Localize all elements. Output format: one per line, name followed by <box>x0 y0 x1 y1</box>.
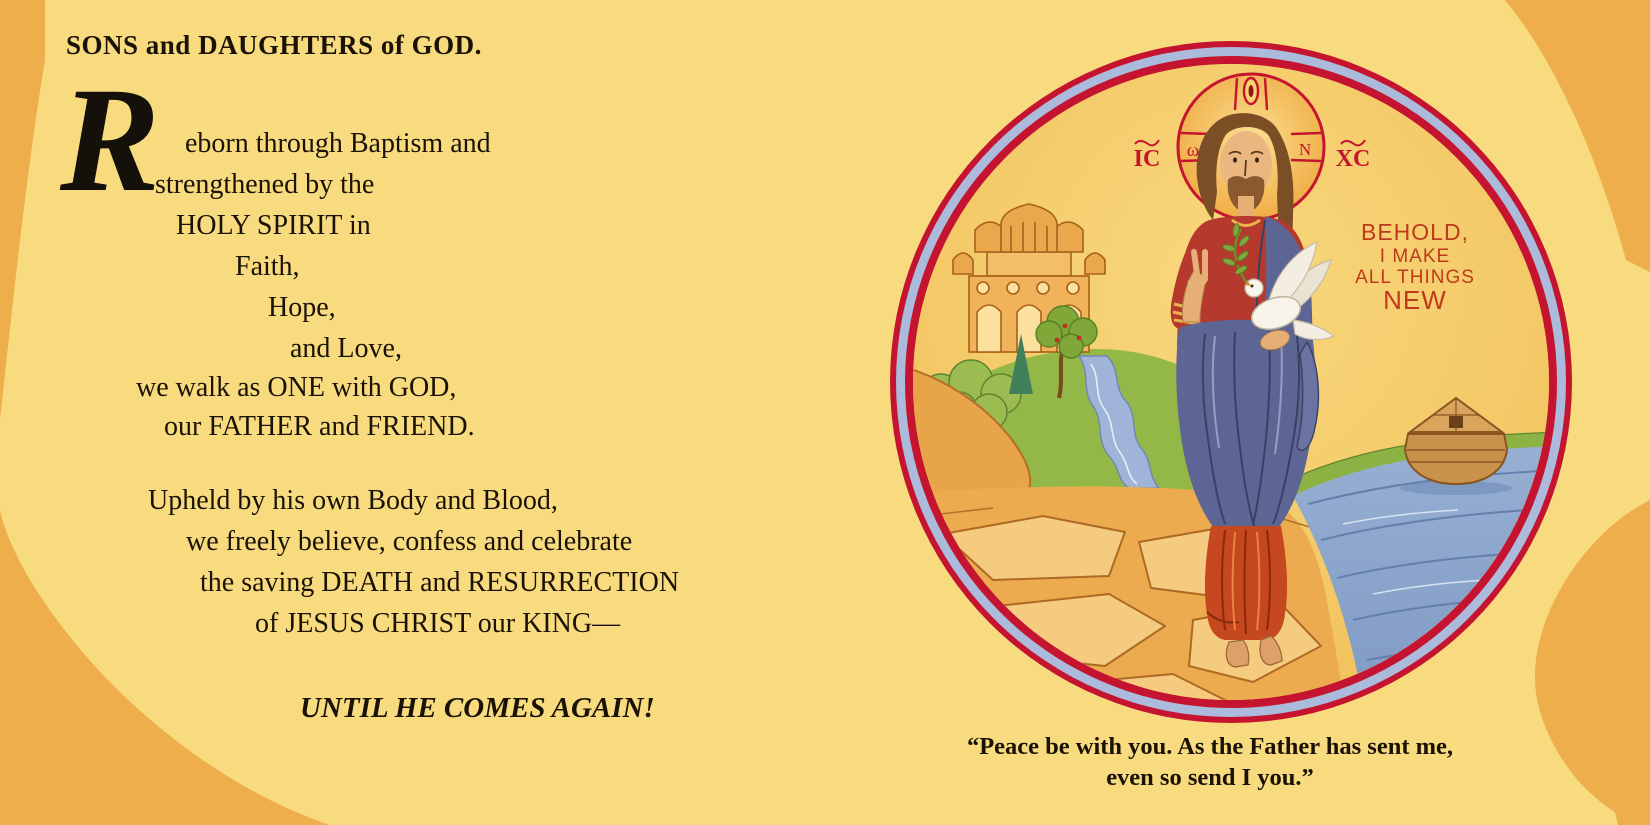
banner-line: I MAKE <box>1379 246 1451 267</box>
banner-line: BEHOLD, <box>1361 219 1469 245</box>
banner-line: ALL THINGS <box>1355 267 1475 288</box>
stanza2-line: Upheld by his own Body and Blood, <box>148 485 558 516</box>
caption-line: “Peace be with you. As the Father has sent me, <box>966 733 1454 760</box>
himation-wrap <box>1176 320 1315 528</box>
page-title: SONS and DAUGHTERS of GOD. <box>66 30 482 60</box>
drop-cap: R <box>60 57 161 223</box>
poem-line: we walk as ONE with GOD, <box>136 372 457 403</box>
caption-line: even so send I you.” <box>1106 764 1314 791</box>
halo-letter-omega: ω <box>1186 140 1200 161</box>
halo-letter-n: N <box>1298 140 1312 159</box>
banner-line: NEW <box>1383 285 1447 315</box>
stanza2-line: we freely believe, confess and celebrate <box>186 526 633 557</box>
closing-line: UNTIL HE COMES AGAIN! <box>300 692 655 724</box>
dove-eye <box>1251 285 1254 288</box>
poem-line: Faith, <box>235 251 300 282</box>
poem-line: strengthened by the <box>155 169 375 200</box>
caption <box>880 731 1540 793</box>
poem-line: eborn through Baptism and <box>185 128 491 159</box>
poem-line: our FATHER and FRIEND. <box>164 411 475 442</box>
stanza2-line: of JESUS CHRIST our KING— <box>255 608 621 639</box>
poem-line: HOLY SPIRIT in <box>176 210 371 241</box>
inscription-xc: XC <box>1335 146 1371 172</box>
poem-line: Hope, <box>268 292 336 323</box>
stanza2-line: the saving DEATH and RESURRECTION <box>200 567 680 598</box>
icon-art <box>913 64 1549 700</box>
poem-line: and Love, <box>290 333 402 364</box>
icon-medallion <box>905 56 1557 708</box>
inscription-ic: IC <box>1133 146 1161 172</box>
